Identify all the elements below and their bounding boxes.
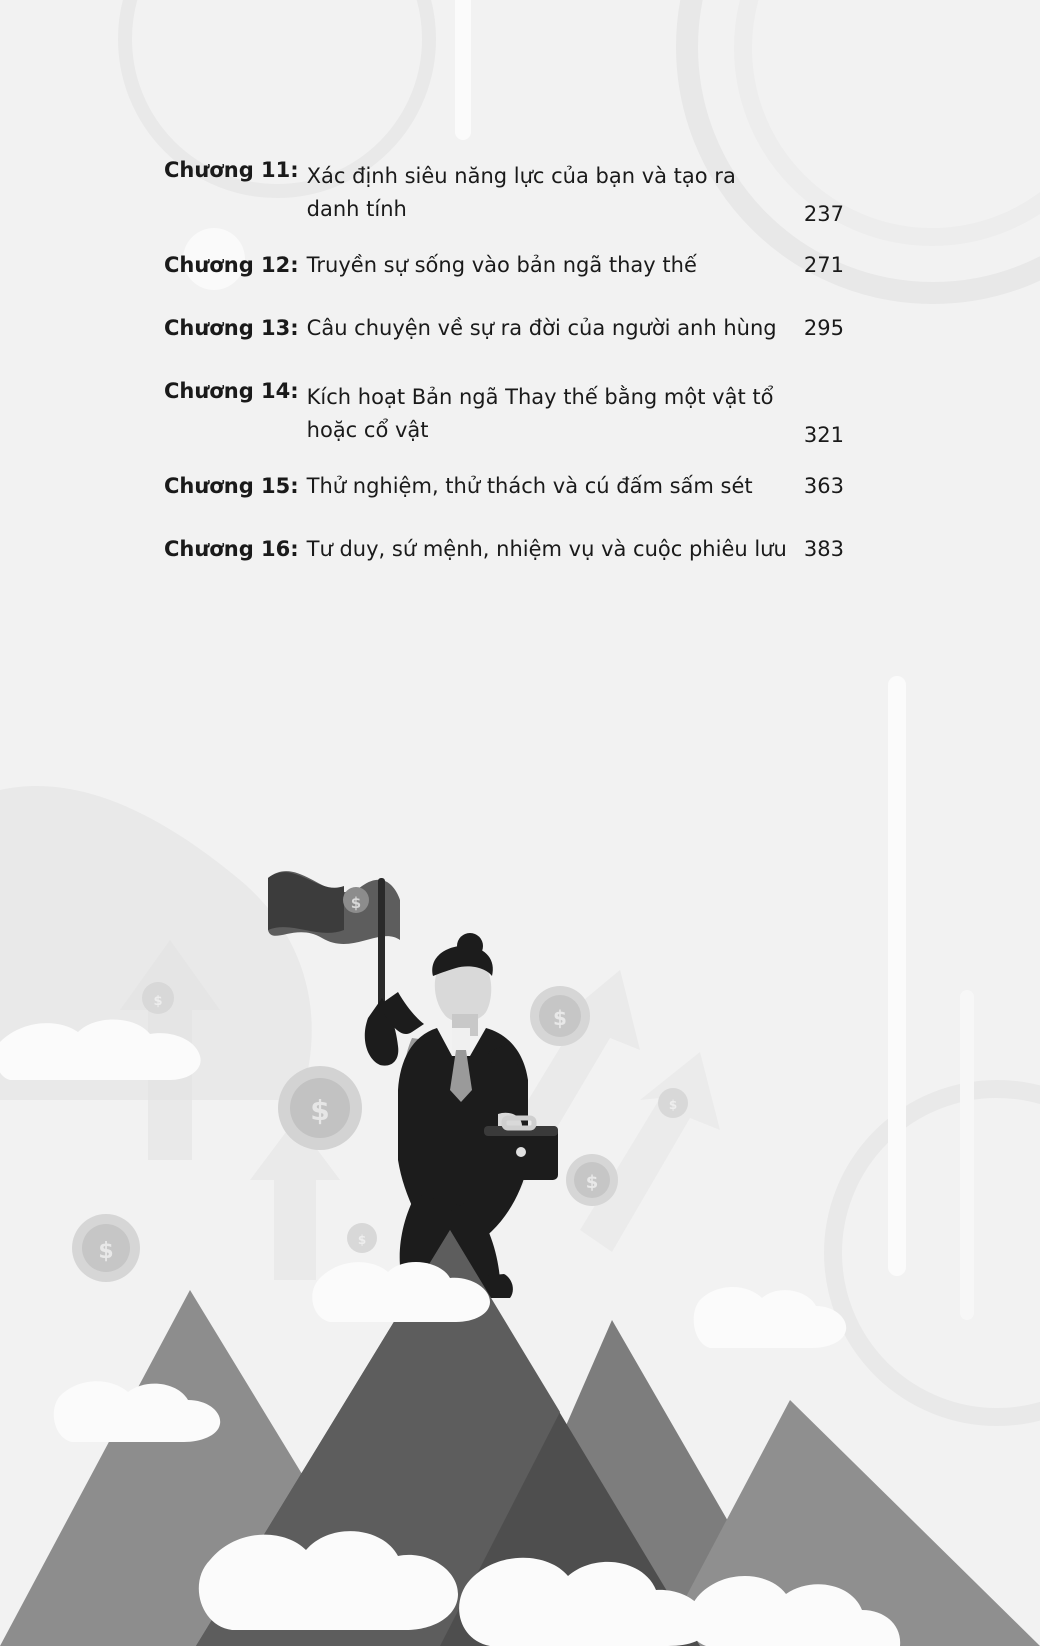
toc-chapter-label: Chương 13:: [164, 316, 299, 341]
svg-text:$: $: [585, 1172, 599, 1193]
toc-page-number: 237: [803, 202, 844, 227]
toc-chapter-label: Chương 16:: [164, 537, 299, 562]
toc-chapter-title: Câu chuyện về sự ra đời của người anh hùng: [306, 316, 777, 341]
toc-chapter-title: Thử nghiệm, thử thách và cú đấm sấm sét: [306, 474, 753, 499]
toc-chapter-label: Chương 14:: [164, 379, 299, 404]
toc-entry: [164, 381, 844, 446]
toc-entry: [164, 476, 844, 497]
businessman: [365, 933, 558, 1298]
toc-chapter-title-line1: Kích hoạt Bản ngã Thay thế bằng một vật tổ: [306, 385, 774, 410]
table-of-contents: [164, 160, 844, 602]
toc-page-number: 295: [803, 316, 844, 341]
svg-text:$: $: [310, 1094, 330, 1127]
decorative-bar-top: [455, 0, 471, 140]
svg-text:$: $: [357, 1233, 367, 1247]
toc-entry: [164, 539, 844, 560]
toc-page-number: 321: [803, 423, 844, 448]
toc-chapter-label: Chương 12:: [164, 253, 299, 278]
toc-entry: [164, 318, 844, 339]
toc-chapter-title-line2: hoặc cổ vật: [306, 417, 429, 442]
toc-entry: [164, 160, 844, 225]
toc-entry: [164, 255, 844, 276]
toc-page-number: 363: [803, 474, 844, 499]
svg-text:$: $: [553, 1006, 567, 1030]
svg-text:$: $: [98, 1239, 114, 1264]
toc-chapter-title: Tư duy, sứ mệnh, nhiệm vụ và cuộc phiêu lưu: [306, 537, 787, 562]
toc-page-number: 383: [803, 537, 844, 562]
svg-text:$: $: [350, 894, 362, 912]
briefcase: [484, 1118, 558, 1180]
toc-page-number: 271: [803, 253, 844, 278]
toc-chapter-title: [307, 381, 792, 446]
toc-chapter-label: Chương 15:: [164, 474, 299, 499]
illustration-businessman-on-mountain: [0, 760, 1040, 1646]
toc-chapter-title: [307, 160, 792, 225]
toc-chapter-title: Truyền sự sống vào bản ngã thay thế: [306, 253, 697, 278]
toc-chapter-label: Chương 11:: [164, 158, 299, 182]
svg-text:$: $: [668, 1098, 678, 1112]
toc-chapter-title-line1: Xác định siêu năng lực của bạn và tạo ra: [306, 164, 736, 188]
toc-chapter-title-line2: danh tính: [306, 196, 407, 221]
svg-text:$: $: [153, 994, 163, 1009]
